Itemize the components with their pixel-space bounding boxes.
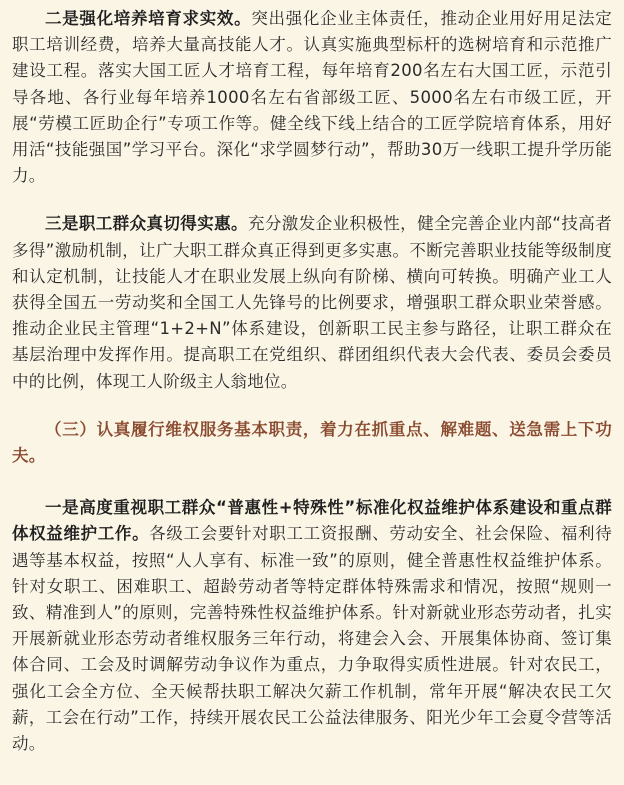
paragraph-lead: 二是强化培养培育求实效。 — [45, 9, 252, 28]
paragraph-skill-training — [12, 6, 612, 189]
paragraph-body: 充分激发企业积极性，健全完善企业内部“技高者多得”激励机制，让广大职工群众真正得到更多实惠。不断完善职业技能等级制度和认定机制，让技能人才在职业发展上纵向有阶梯、横向可转换。明确产业工人获得全国五一劳动奖和全国工人先锋号的比例要求，增强职工群众职业荣誉感。推动企业民主管理“1+2+N”体系建设，创新职工民主参与路径，让职工群众在基层治理中发挥作用。提高职工在党组织、群团组织代表大会代表、委员会委员中的比例，体现工人阶级主人翁地位。 — [12, 214, 612, 391]
paragraph-worker-benefits — [12, 211, 612, 394]
paragraph-body: 各级工会要针对职工工资报酬、劳动安全、社会保险、福利待遇等基本权益，按照“人人享有、标准一致”的原则，健全普惠性权益维护体系。针对女职工、困难职工、超龄劳动者等特定群体特殊需求和情况，按照“规则一致、精准到人”的原则，完善特殊性权益维护体系。针对新就业形态劳动者，扎实开展新就业形态劳动者维权服务三年行动，将建会入会、开展集体协商、签订集体合同、工会及时调解劳动争议作为重点，力争取得实质性进展。针对农民工，强化工会全方位、全天候帮扶职工解决欠薪工作机制，常年开展“解决农民工欠薪，工会在行动”工作，持续开展农民工公益法律服务、阳光少年工会夏令营等活动。 — [12, 524, 612, 754]
paragraph-lead: 三是职工群众真切得实惠。 — [45, 214, 248, 234]
paragraph-body: 突出强化企业主体责任，推动企业用好用足法定职工培训经费，培养大量高技能人才。认真实施典型标杆的选树培育和示范推广建设工程。落实大国工匠人才培育工程，每年培育200名左右大国工匠，示范引导各地、各行业每年培养1000名左右省部级工匠、5000名左右市级工匠，开展“劳模工匠助企行”专项工作等。健全线下线上结合的工匠学院培育体系，用好用活“技能强国”学习平台。深化“求学圆梦行动”，帮助30万一线职工提升学历能力。 — [12, 9, 612, 186]
section-heading: （三）认真履行维权服务基本职责，着力在抓重点、解难题、送急需上下功夫。 — [12, 419, 612, 466]
paragraph-lead: 一是高度重视职工群众“普惠性+特殊性”标准化权益维护体系建设和重点群体权益维护工作。 — [12, 498, 612, 544]
paragraph-rights-protection — [12, 495, 612, 757]
